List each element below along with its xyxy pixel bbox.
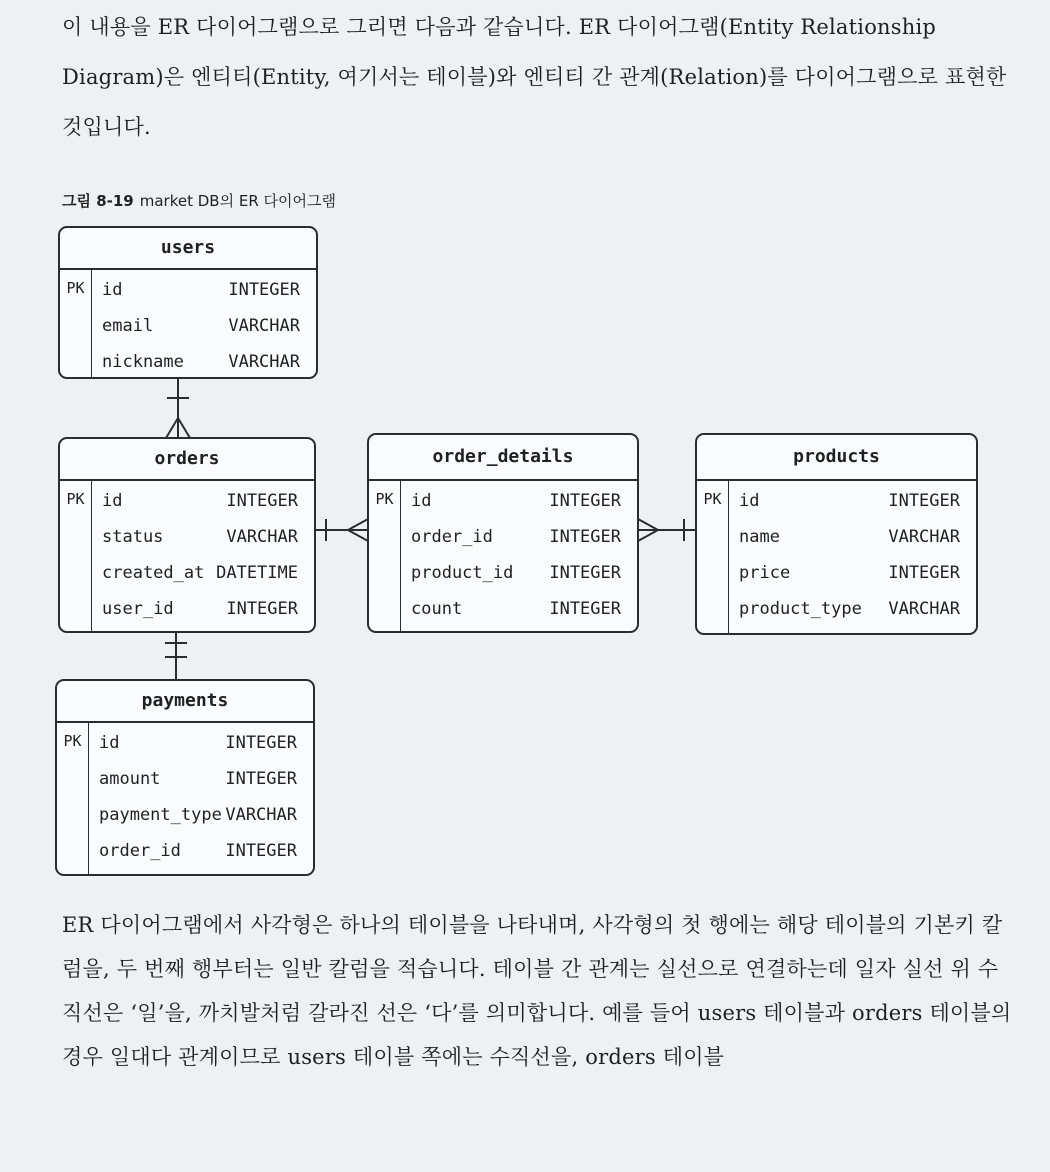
column-row (411, 483, 627, 519)
column-type: INTEGER (888, 563, 960, 583)
intro-paragraph: 이 내용을 ER 다이어그램으로 그리면 다음과 같습니다. ER 다이어그램(Entity Relationship Diagram)은 엔티티(Entity, 여기서는 테이블)와 엔티티 간 관계(Relation)를 다이어그램으로 표현한 것입니다. (62, 15, 1007, 139)
rel-orders-payments (165, 632, 187, 680)
column-type: INTEGER (228, 280, 300, 300)
column-name: id (102, 491, 123, 511)
column-name: order_id (99, 841, 181, 861)
pk-column (60, 481, 92, 633)
pk-label: PK (63, 732, 82, 750)
column-row (99, 761, 303, 797)
column-name: price (739, 563, 791, 583)
column-type: INTEGER (226, 599, 298, 619)
column-type: VARCHAR (226, 527, 298, 547)
column-type: VARCHAR (888, 599, 960, 619)
rel-users-orders (166, 378, 190, 438)
column-row (411, 591, 627, 627)
order-details-table (367, 433, 639, 633)
column-type: INTEGER (549, 563, 621, 583)
table-name: payments (57, 681, 313, 723)
column-name: payment_type (99, 805, 222, 825)
column-type: DATETIME (216, 563, 298, 583)
column-type: INTEGER (888, 491, 960, 511)
column-name: id (739, 491, 760, 511)
column-name: product_id (411, 563, 514, 583)
column-row (102, 308, 306, 344)
column-type: INTEGER (549, 527, 621, 547)
pk-column (60, 270, 92, 379)
column-row (411, 519, 627, 555)
column-name: status (102, 527, 164, 547)
column-name: id (411, 491, 432, 511)
pk-label: PK (66, 490, 85, 508)
column-row (99, 725, 303, 761)
column-row (411, 555, 627, 591)
products-table (695, 433, 978, 635)
column-name: amount (99, 769, 161, 789)
column-name: order_id (411, 527, 493, 547)
column-row (739, 483, 966, 519)
column-name: nickname (102, 352, 184, 372)
table-name: users (60, 228, 316, 270)
users-table (58, 226, 318, 379)
pk-label: PK (66, 279, 85, 297)
column-row (102, 344, 306, 379)
column-row (739, 555, 966, 591)
column-row (102, 272, 306, 308)
pk-label: PK (703, 490, 722, 508)
pk-column (697, 481, 729, 635)
column-row (102, 591, 304, 627)
explanation-paragraph: ER 다이어그램에서 사각형은 하나의 테이블을 나타내며, 사각형의 첫 행에는 해당 테이블의 기본키 칼럼을, 두 번째 행부터는 일반 칼럼을 적습니다. 테이블 간 관계는 실선으로 연결하는데 일자 실선 위 수직선은 ‘일’을, 까치발처럼 갈라진 선은 ‘다’를 의미합니다. 예를 들어 users 테이블과 orders 테이블의 경우 일대다 관계이므로 users 테이블 쪽에는 수직선을, orders 테이블 (62, 913, 1012, 1069)
column-name: id (99, 733, 120, 753)
column-name: id (102, 280, 123, 300)
payments-table (55, 679, 315, 876)
column-type: INTEGER (225, 841, 297, 861)
column-row (102, 519, 304, 555)
column-name: product_type (739, 599, 862, 619)
column-type: INTEGER (226, 491, 298, 511)
table-name: products (697, 435, 976, 481)
column-type: INTEGER (225, 733, 297, 753)
column-row (99, 797, 303, 833)
rel-order-details-products (638, 519, 696, 541)
pk-column (369, 481, 401, 633)
column-type: INTEGER (225, 769, 297, 789)
orders-table (58, 437, 316, 633)
column-type: VARCHAR (225, 805, 297, 825)
rel-orders-order-details (315, 519, 368, 541)
table-name: order_details (369, 435, 637, 481)
pk-label: PK (375, 490, 394, 508)
column-row (739, 591, 966, 627)
column-name: email (102, 316, 154, 336)
column-type: VARCHAR (228, 316, 300, 336)
column-row (102, 555, 304, 591)
column-type: INTEGER (549, 599, 621, 619)
column-row (99, 833, 303, 869)
column-row (102, 483, 304, 519)
column-name: created_at (102, 563, 205, 583)
column-type: VARCHAR (228, 352, 300, 372)
pk-column (57, 723, 89, 876)
column-name: user_id (102, 599, 174, 619)
table-name: orders (60, 439, 314, 481)
column-row (739, 519, 966, 555)
column-name: count (411, 599, 463, 619)
figure-number: 그림 8-19 (62, 192, 134, 210)
column-name: name (739, 527, 780, 547)
column-type: VARCHAR (888, 527, 960, 547)
figure-title: market DB의 ER 다이어그램 (139, 192, 336, 210)
column-type: INTEGER (549, 491, 621, 511)
